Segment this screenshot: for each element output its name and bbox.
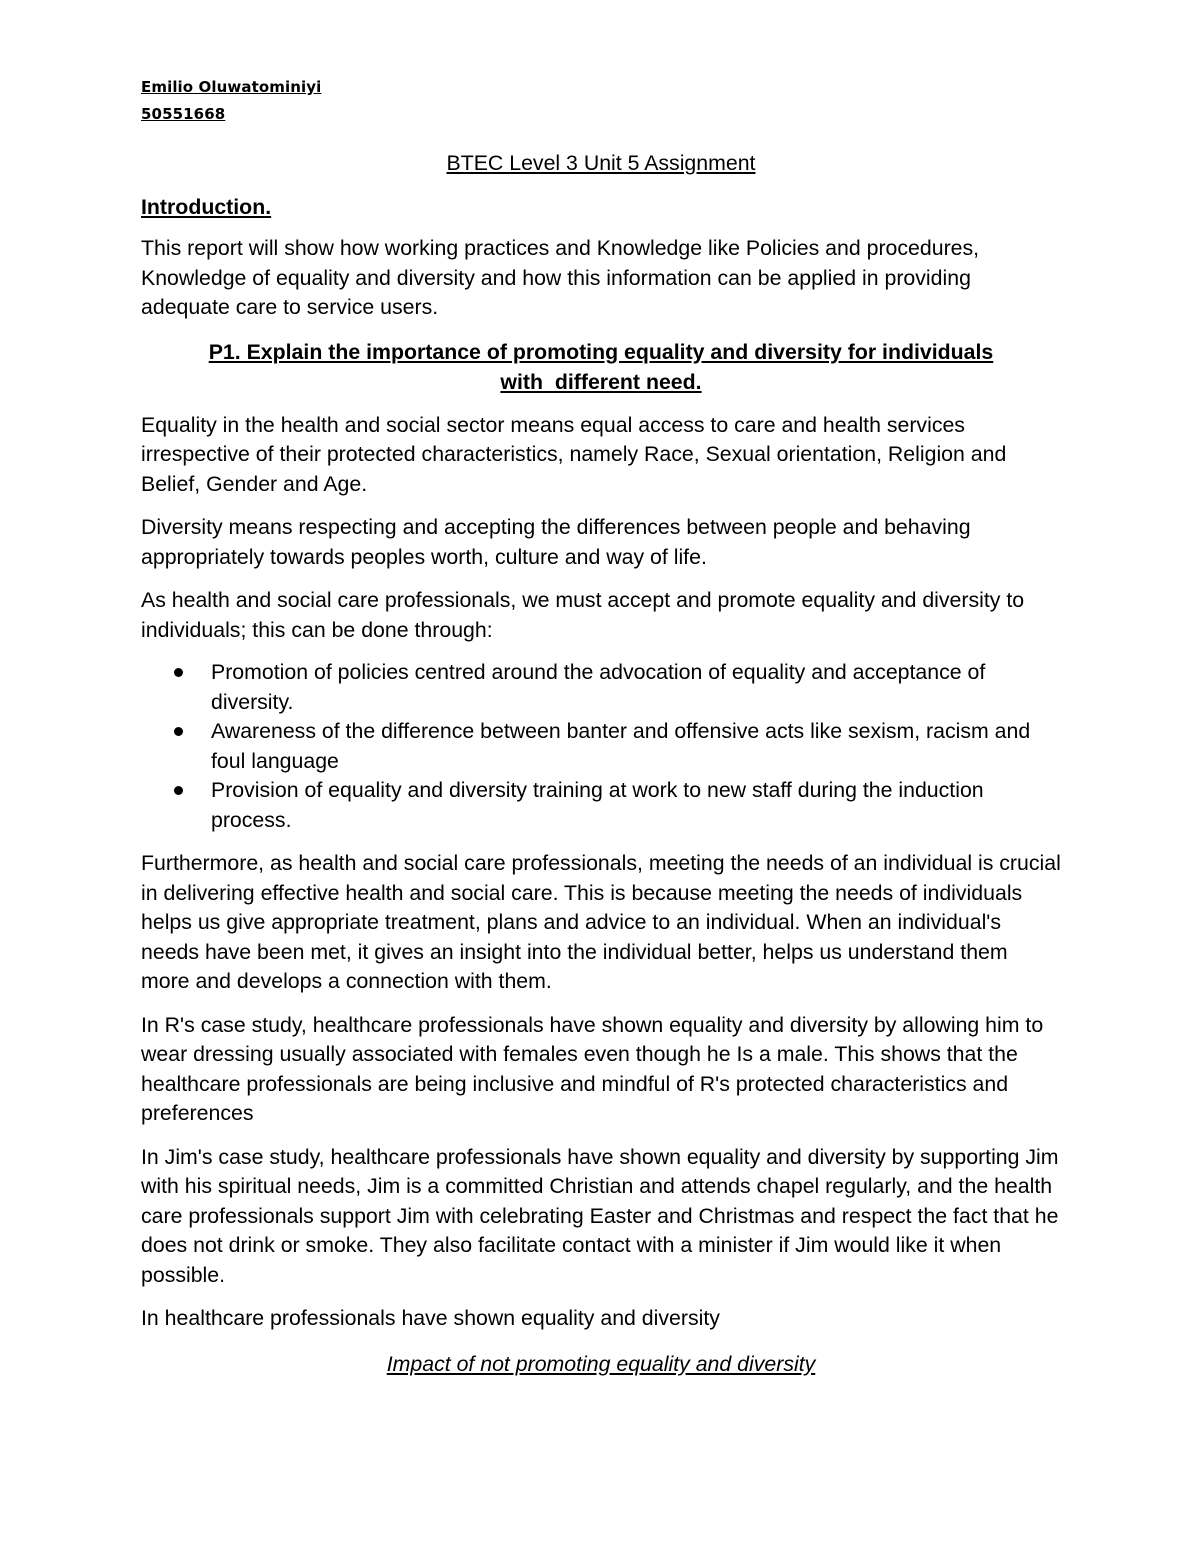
list-item: [141, 717, 1061, 776]
diversity-paragraph: Diversity means respecting and accepting the differences between people and behaving appropriately towards peoples worth, culture and way of life.: [141, 515, 971, 569]
introduction-heading: Introduction.: [141, 195, 272, 219]
list-item-text: Awareness of the difference between banter and offensive acts like sexism, racism and foul language: [211, 719, 1031, 773]
document-title: BTEC Level 3 Unit 5 Assignment: [446, 151, 756, 175]
bullet-icon: [174, 727, 183, 736]
author-name: Emilio Oluwatominiyi: [141, 78, 322, 96]
student-id: 50551668: [141, 105, 226, 123]
p1-heading-line1: P1. Explain the importance of promoting equality and diversity for individuals: [208, 339, 994, 364]
introduction-paragraph: This report will show how working practices and Knowledge like Policies and procedures, Knowledge of equality and diversity and how this information can be applied in providing adequate care to service users.: [141, 236, 980, 319]
list-item: [141, 658, 1061, 717]
jim-case-study-paragraph: In Jim's case study, healthcare professionals have shown equality and diversity by supporting Jim with his spiritual needs, Jim is a committed Christian and attends chapel regularly, and the health care professionals support Jim with celebrating Easter and Christmas and respect the fact that he does not drink or smoke. They also facilitate contact with a minister if Jim would like it when possible.: [141, 1144, 1059, 1287]
promote-paragraph: As health and social care professionals, we must accept and promote equality and diversity to individuals; this can be done through:: [141, 588, 1025, 642]
equality-paragraph: Equality in the health and social sector means equal access to care and health services irrespective of their protected characteristics, namely Race, Sexual orientation, Religion and Belief, Gender and Age.: [141, 412, 1007, 496]
impact-heading: Impact of not promoting equality and diversity: [386, 1351, 816, 1376]
p1-heading-line2: with different need.: [500, 369, 702, 394]
promotion-methods-list: [141, 658, 1061, 835]
list-item-text: Provision of equality and diversity training at work to new staff during the induction process.: [211, 778, 984, 832]
document-body: [141, 74, 1061, 1379]
list-item-text: Promotion of policies centred around the advocation of equality and acceptance of diversity.: [211, 660, 986, 714]
list-item: [141, 776, 1061, 835]
incomplete-paragraph: In healthcare professionals have shown equality and diversity: [141, 1306, 720, 1330]
furthermore-paragraph: Furthermore, as health and social care professionals, meeting the needs of an individual is crucial in delivering effective health and social care. This is because meeting the needs of individuals helps us give appropriate treatment, plans and advice to an individual. When an individual's needs have been met, it gives an insight into the individual better, helps us understand them more and develops a connection with them.: [141, 851, 1061, 993]
r-case-study-paragraph: In R's case study, healthcare professionals have shown equality and diversity by allowing him to wear dressing usually associated with females even though he Is a male. This shows that the healthcare professionals are being inclusive and mindful of R's protected characteristics and preferences: [141, 1012, 1044, 1125]
p1-heading: [141, 337, 1061, 397]
bullet-icon: [174, 786, 183, 795]
bullet-icon: [174, 668, 183, 677]
